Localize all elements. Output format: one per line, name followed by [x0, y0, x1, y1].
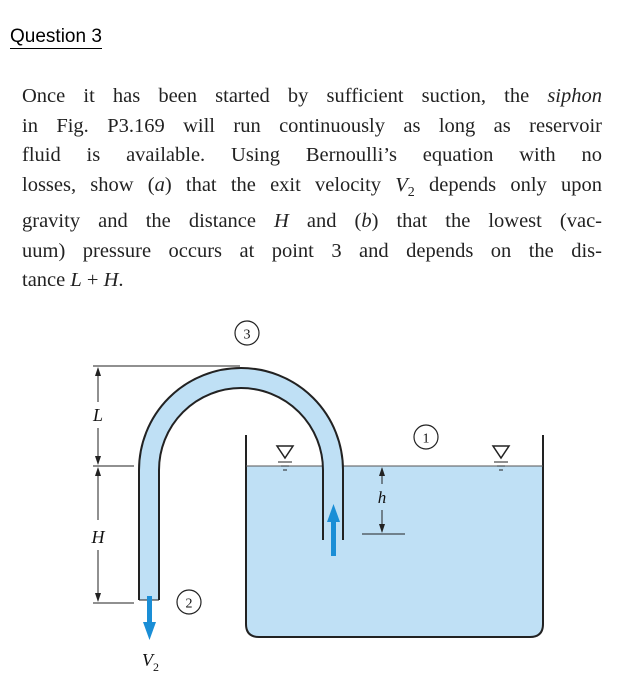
problem-line: gravity and the distance H and (b) that the lowest (vac- [22, 210, 602, 233]
problem-line: fluid is available. Using Bernoulli’s equation with no [22, 144, 602, 166]
question-title: Question 3 [10, 26, 102, 47]
problem-line: Once it has been started by sufficient suction, the siphon [22, 85, 602, 107]
problem-line: uum) pressure occurs at point 3 and depends on the dis- [22, 239, 602, 262]
problem-line: losses, show (a) that the exit velocity $V_2$ depends only upon [22, 173, 602, 200]
label-h: h [377, 488, 387, 507]
svg-text:2: 2 [185, 596, 193, 612]
label-H: H [91, 527, 105, 547]
point-1-marker [414, 425, 438, 449]
exit-velocity-label: $V_2$ [142, 650, 159, 674]
exit-flow-arrow [143, 596, 156, 640]
problem-line: in Fig. P3.169 will run continuously as long as reservoir [22, 114, 602, 137]
problem-line: tance L + H. [22, 269, 124, 292]
point-3-marker [235, 321, 259, 345]
label-L: L [92, 405, 104, 425]
reservoir-water [246, 466, 543, 637]
point-2-marker [177, 590, 201, 614]
svg-text:3: 3 [243, 327, 251, 343]
svg-text:1: 1 [422, 431, 430, 447]
